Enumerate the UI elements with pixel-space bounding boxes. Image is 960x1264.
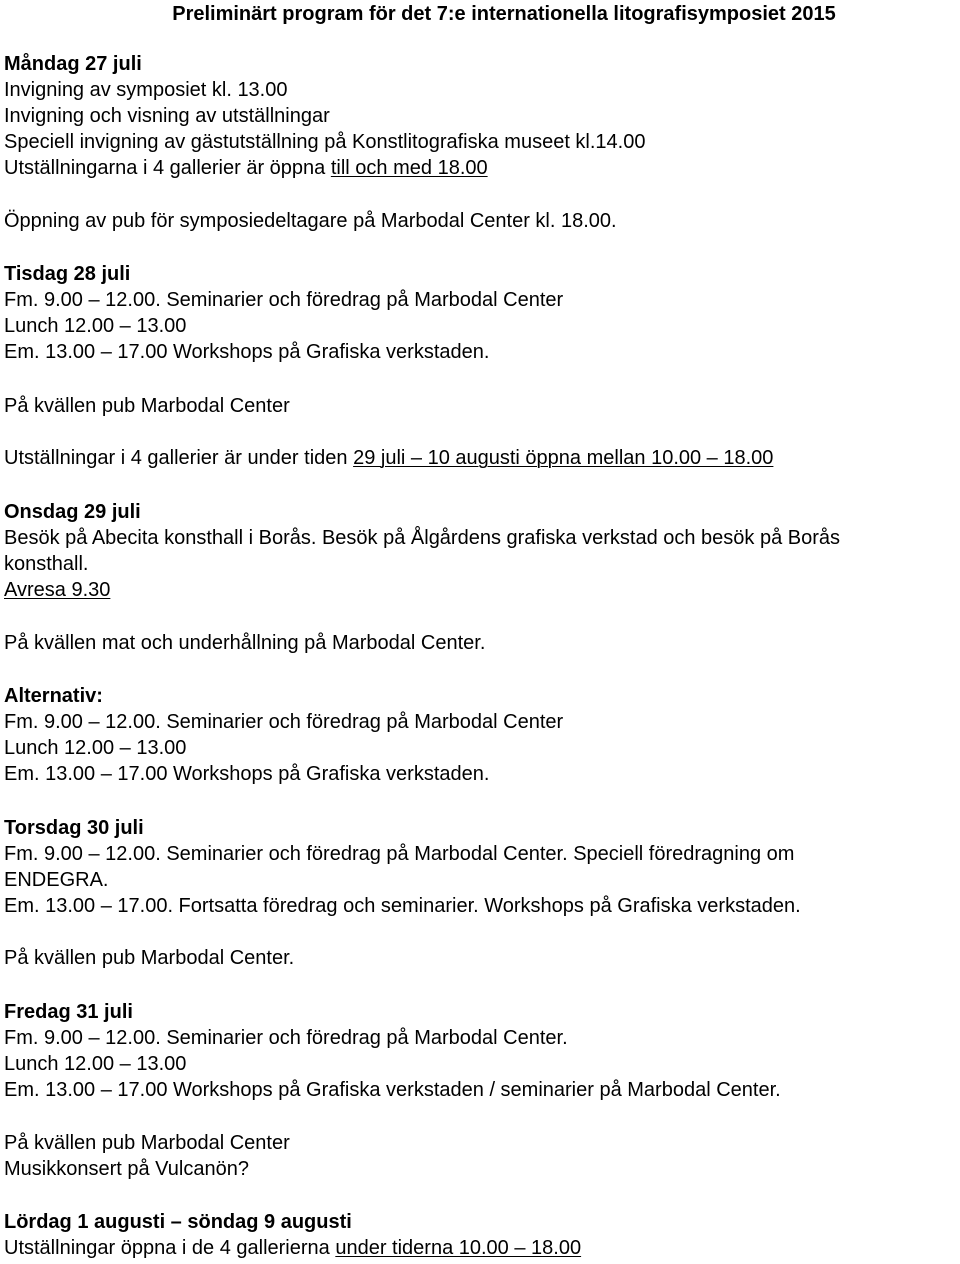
monday-line-4-underlined: till och med 18.00	[330, 157, 488, 179]
alternative-heading: Alternativ:	[4, 685, 103, 707]
wednesday-line-1: Besök på Abecita konsthall i Borås. Besök på Ålgårdens grafiska verkstad och besök på Borås	[4, 527, 841, 549]
tuesday-line-5-underlined: 29 juli – 10 augusti öppna mellan 10.00 – 18.00	[353, 447, 774, 469]
monday-line-2: Invigning och visning av utställningar	[4, 105, 330, 127]
day-heading-monday: Måndag 27 juli	[4, 53, 142, 75]
weekend-line-1-underlined: under tiderna 10.00 – 18.00	[335, 1237, 582, 1259]
friday-line-1: Fm. 9.00 – 12.00. Seminarier och föredrag på Marbodal Center.	[4, 1027, 568, 1049]
wednesday-line-3: Avresa 9.30	[4, 579, 111, 601]
weekend-line-1	[4, 1236, 581, 1260]
friday-line-4: På kvällen pub Marbodal Center	[4, 1132, 290, 1154]
thursday-line-4: På kvällen pub Marbodal Center.	[4, 947, 295, 969]
monday-line-3: Speciell invigning av gästutställning på Konstlitografiska museet kl.14.00	[4, 131, 646, 153]
monday-line-4-text: Utställningarna i 4 gallerier är öppna	[4, 157, 331, 179]
friday-line-5: Musikkonsert på Vulcanön?	[4, 1158, 249, 1180]
day-heading-weekend: Lördag 1 augusti – söndag 9 augusti	[4, 1211, 352, 1233]
wednesday-line-4: På kvällen mat och underhållning på Marbodal Center.	[4, 632, 486, 654]
thursday-line-1: Fm. 9.00 – 12.00. Seminarier och föredrag på Marbodal Center. Speciell föredragning om	[4, 843, 795, 865]
day-heading-tuesday: Tisdag 28 juli	[4, 263, 131, 285]
tuesday-line-4: På kvällen pub Marbodal Center	[4, 395, 290, 417]
document-title: Preliminärt program för det 7:e internationella litografisymposiet 2015	[172, 3, 836, 25]
wednesday-line-6: Lunch 12.00 – 13.00	[4, 737, 187, 759]
wednesday-line-7: Em. 13.00 – 17.00 Workshops på Grafiska verkstaden.	[4, 763, 490, 785]
day-heading-thursday: Torsdag 30 juli	[4, 817, 144, 839]
monday-line-1: Invigning av symposiet kl. 13.00	[4, 79, 288, 101]
monday-line-5: Öppning av pub för symposiedeltagare på Marbodal Center kl. 18.00.	[4, 210, 617, 232]
tuesday-line-5	[4, 446, 773, 470]
day-heading-wednesday: Onsdag 29 juli	[4, 501, 141, 523]
thursday-line-3: Em. 13.00 – 17.00. Fortsatta föredrag och seminarier. Workshops på Grafiska verkstaden.	[4, 895, 801, 917]
day-heading-friday: Fredag 31 juli	[4, 1001, 133, 1023]
tuesday-line-5-text: Utställningar i 4 gallerier är under tiden	[4, 447, 354, 469]
weekend-line-1-text: Utställningar öppna i de 4 gallerierna	[4, 1237, 336, 1259]
tuesday-line-3: Em. 13.00 – 17.00 Workshops på Grafiska verkstaden.	[4, 341, 490, 363]
tuesday-line-2: Lunch 12.00 – 13.00	[4, 315, 187, 337]
friday-line-3: Em. 13.00 – 17.00 Workshops på Grafiska verkstaden / seminarier på Marbodal Center.	[4, 1079, 781, 1101]
wednesday-line-2: konsthall.	[4, 553, 89, 575]
friday-line-2: Lunch 12.00 – 13.00	[4, 1053, 187, 1075]
tuesday-line-1: Fm. 9.00 – 12.00. Seminarier och föredrag på Marbodal Center	[4, 289, 564, 311]
thursday-line-2: ENDEGRA.	[4, 869, 109, 891]
monday-line-4	[4, 156, 488, 180]
wednesday-line-5: Fm. 9.00 – 12.00. Seminarier och föredrag på Marbodal Center	[4, 711, 564, 733]
